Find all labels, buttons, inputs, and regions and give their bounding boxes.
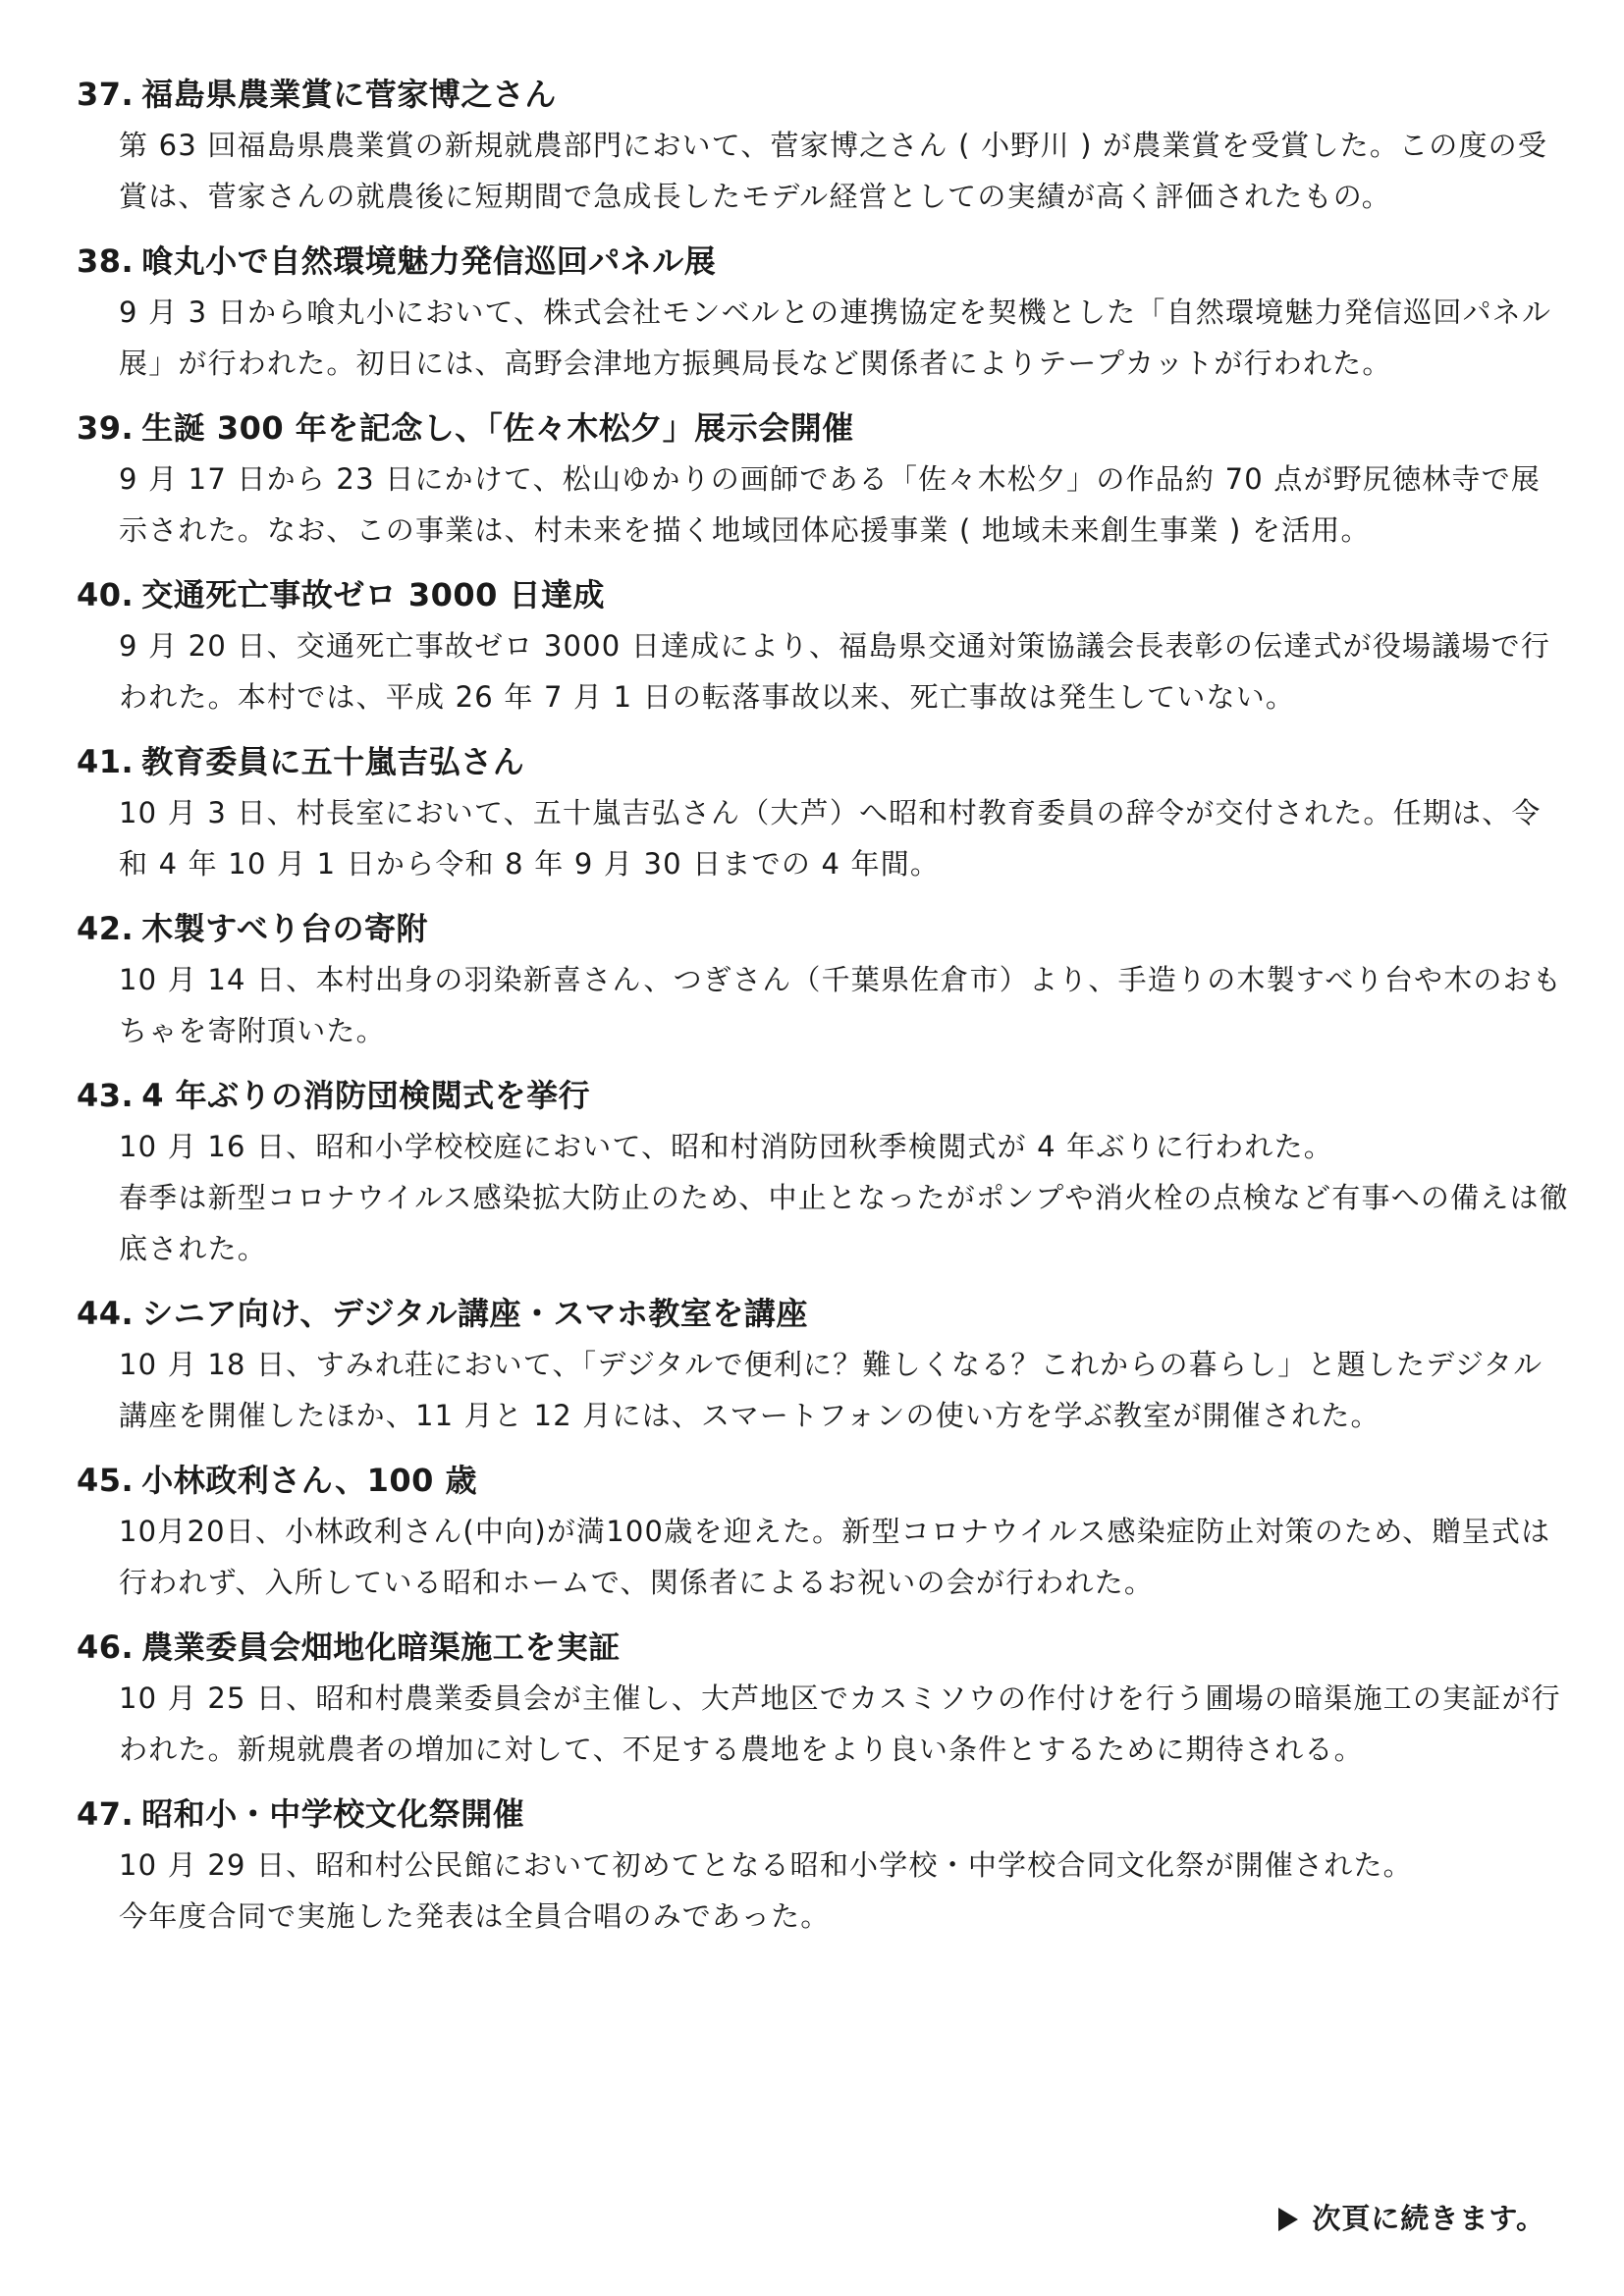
- entry-number: 44.: [77, 1295, 135, 1332]
- entry-title-text: シニア向け、デジタル講座・スマホ教室を講座: [141, 1295, 808, 1332]
- entry-title: [77, 903, 1569, 954]
- entry-number: 37.: [77, 76, 135, 113]
- entry-body: [119, 120, 1569, 222]
- entry-body: [119, 1840, 1569, 1942]
- entry-number: 45.: [77, 1462, 135, 1499]
- entry-title: [77, 1288, 1569, 1339]
- entry-title: [77, 1789, 1569, 1840]
- entry-paragraph: 9 月 3 日から喰丸小において、株式会社モンベルとの連携協定を契機とした「自然環境魅力発信巡回パネル展」が行われた。初日には、高野会津地方振興局長など関係者によりテープカットが行われた。: [119, 295, 1552, 380]
- news-entry: [77, 1288, 1569, 1441]
- entry-paragraph: 10 月 25 日、昭和村農業委員会が主催し、大芦地区でカスミソウの作付けを行う圃場の暗渠施工の実証が行われた。新規就農者の増加に対して、不足する農地をより良い条件とするために期待される。: [119, 1682, 1561, 1766]
- news-entry: [77, 236, 1569, 389]
- entry-body: [119, 454, 1569, 556]
- entry-paragraph: 春季は新型コロナウイルス感染拡大防止のため、中止となったがポンプや消火栓の点検など有事への備えは徹底された。: [119, 1181, 1569, 1265]
- entry-title: [77, 69, 1569, 120]
- entry-number: 46.: [77, 1629, 135, 1666]
- entry-title: [77, 1070, 1569, 1121]
- news-entry: [77, 903, 1569, 1056]
- entry-paragraph: 第 63 回福島県農業賞の新規就農部門において、菅家博之さん ( 小野川 ) が農業賞を受賞した。この度の受賞は、菅家さんの就農後に短期間で急成長したモデル経営としての実績が高く評価されたもの。: [119, 129, 1548, 213]
- news-entry: [77, 402, 1569, 556]
- entry-paragraph: 10月20日、小林政利さん(中向)が満100歳を迎えた。新型コロナウイルス感染症防止対策のため、贈呈式は行われず、入所している昭和ホームで、関係者によるお祝いの会が行われた。: [119, 1515, 1551, 1599]
- entry-title: [77, 1622, 1569, 1673]
- entry-paragraph: 10 月 16 日、昭和小学校校庭において、昭和村消防団秋季検閲式が 4 年ぶりに行われた。: [119, 1130, 1333, 1163]
- news-entry: [77, 736, 1569, 889]
- entry-title-text: 喰丸小で自然環境魅力発信巡回パネル展: [141, 242, 717, 280]
- entry-title-text: 4 年ぶりの消防団検閲式を挙行: [141, 1077, 591, 1114]
- entry-paragraph: 10 月 18 日、すみれ荘において、「デジタルで便利に？難しくなる？これからの暮らし」と題したデジタル講座を開催したほか、11 月と 12 月には、スマートフォンの使い方を学ぶ教室が開催された。: [119, 1348, 1543, 1432]
- entry-body: [119, 620, 1569, 722]
- entry-body: [119, 787, 1569, 889]
- entry-body: [119, 1506, 1569, 1608]
- entry-title-text: 木製すべり台の寄附: [141, 910, 429, 947]
- entry-body: [119, 1121, 1569, 1274]
- entry-body: [119, 1673, 1569, 1775]
- entry-paragraph: 9 月 17 日から 23 日にかけて、松山ゆかりの画師である「佐々木松夕」の作品約 70 点が野尻徳林寺で展示された。なお、この事業は、村未来を描く地域団体応援事業 ( 地域未来創生事業 ) を活用。: [119, 462, 1542, 547]
- entry-title-text: 生誕 300 年を記念し、「佐々木松夕」展示会開催: [141, 409, 854, 447]
- news-entry: [77, 69, 1569, 222]
- entry-title-text: 教育委員に五十嵐吉弘さん: [141, 743, 525, 780]
- entry-title: [77, 736, 1569, 787]
- entry-title-text: 小林政利さん、100 歳: [141, 1462, 478, 1499]
- entry-title: [77, 236, 1569, 287]
- news-entry: [77, 1070, 1569, 1274]
- entry-number: 38.: [77, 242, 135, 280]
- entry-paragraph: 10 月 29 日、昭和村公民館において初めてとなる昭和小学校・中学校合同文化祭が開催された。: [119, 1848, 1413, 1882]
- entry-number: 40.: [77, 576, 135, 614]
- news-entry: [77, 569, 1569, 722]
- entry-body: [119, 954, 1569, 1056]
- news-entry: [77, 1789, 1569, 1942]
- entry-paragraph: 10 月 14 日、本村出身の羽染新喜さん、つぎさん（千葉県佐倉市）より、手造りの木製すべり台や木のおもちゃを寄附頂いた。: [119, 963, 1563, 1047]
- entry-number: 42.: [77, 910, 135, 947]
- entry-paragraph: 9 月 20 日、交通死亡事故ゼロ 3000 日達成により、福島県交通対策協議会長表彰の伝達式が役場議場で行われた。本村では、平成 26 年 7 月 1 日の転落事故以来、死亡事故は発生していない。: [119, 629, 1551, 714]
- entry-body: [119, 287, 1569, 389]
- entry-title-text: 交通死亡事故ゼロ 3000 日達成: [141, 576, 606, 614]
- news-entry: [77, 1622, 1569, 1775]
- entry-body: [119, 1339, 1569, 1441]
- continued-note-text: 次頁に続きます。: [1312, 2202, 1545, 2235]
- entry-number: 43.: [77, 1077, 135, 1114]
- entry-number: 41.: [77, 743, 135, 780]
- entry-title-text: 福島県農業賞に菅家博之さん: [141, 76, 557, 113]
- entry-title: [77, 1455, 1569, 1506]
- entry-title-text: 昭和小・中学校文化祭開催: [141, 1795, 525, 1833]
- entry-title: [77, 569, 1569, 620]
- entry-title: [77, 402, 1569, 454]
- entry-paragraph: 今年度合同で実施した発表は全員合唱のみであった。: [119, 1899, 831, 1933]
- continued-next-page-note: [1278, 2197, 1545, 2240]
- news-list: [77, 69, 1569, 1955]
- entry-number: 39.: [77, 409, 135, 447]
- entry-title-text: 農業委員会畑地化暗渠施工を実証: [141, 1629, 621, 1666]
- triangle-right-icon: [1278, 2208, 1298, 2231]
- entry-number: 47.: [77, 1795, 135, 1833]
- entry-paragraph: 10 月 3 日、村長室において、五十嵐吉弘さん（大芦）へ昭和村教育委員の辞令が交付された。任期は、令和 4 年 10 月 1 日から令和 8 年 9 月 30 日までの 4 年間。: [119, 796, 1542, 881]
- news-entry: [77, 1455, 1569, 1608]
